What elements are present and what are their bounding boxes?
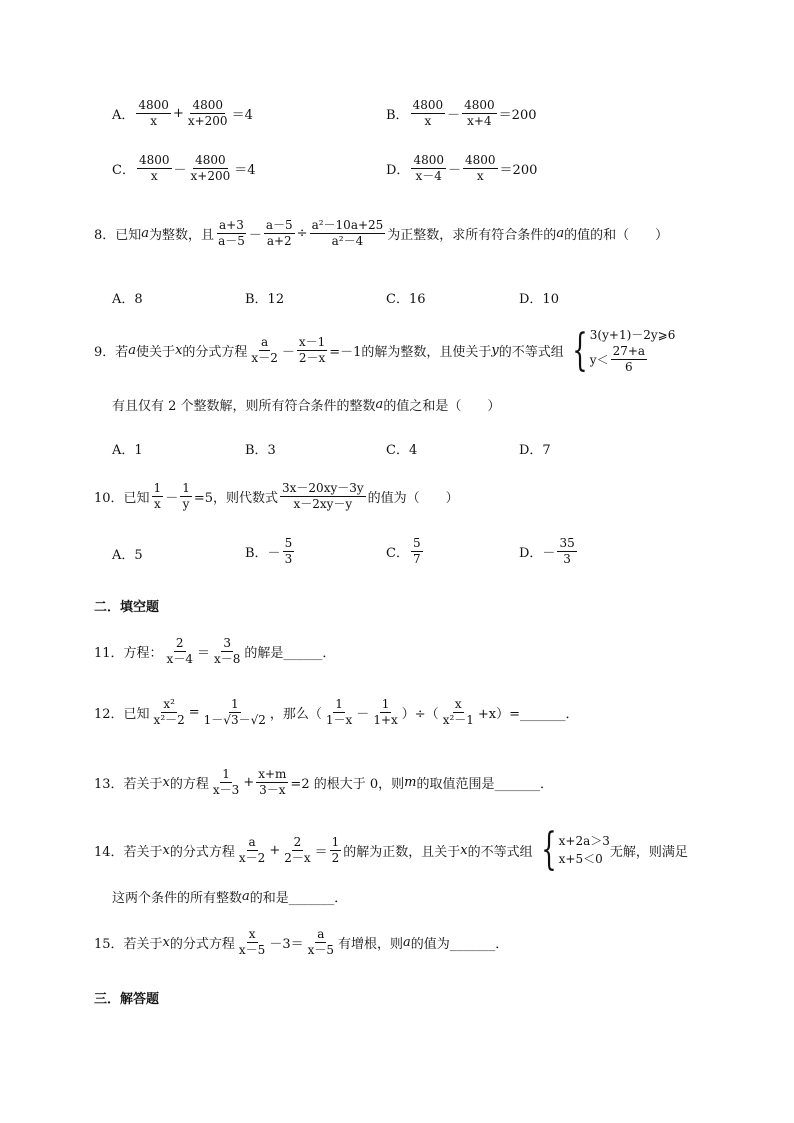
q9-text: 的不等式组 (498, 345, 564, 360)
fraction: $\frac{\text{x²}}{\text{x²－2}}$ (153, 697, 185, 727)
rhs: ＝200 (499, 163, 538, 178)
rhs: ＝4 (231, 108, 253, 123)
var: m (404, 775, 417, 790)
fraction: $\frac{5}{3}$ (284, 536, 293, 566)
q10-option-c: C． $\frac{5}{7}$ (386, 536, 421, 566)
q9-text: 使关于 (136, 345, 176, 360)
fraction: $\frac{a}{x-2}$ (251, 335, 278, 365)
option-label: A． (112, 108, 135, 123)
section-heading-fill-in: 二．填空题 (94, 600, 160, 615)
operator: = (188, 705, 200, 720)
q10-option-b: B．－ $\frac{5}{3}$ (245, 536, 293, 566)
fraction: $\frac{x}{\text{x²－1}}$ (442, 697, 474, 727)
q9-text: =－1的解为整数，且使关于 (329, 345, 492, 360)
var: x (162, 775, 170, 790)
q9-option-a: A．1 (112, 443, 143, 458)
question-9 (94, 326, 675, 375)
operator: － (173, 163, 187, 178)
option-label: D． (386, 163, 410, 178)
var: a (556, 226, 565, 241)
var: x (162, 842, 170, 858)
var: a (375, 397, 384, 412)
fraction: $\frac{\text{a²－10a+25}}{\text{a²－4}}$ (311, 218, 384, 248)
question-11: 11．方程： $\frac{2}{x-4}$ ＝ $\frac{3}{x-8}$ 的解是______． (94, 636, 336, 666)
q8-text: 为正整数，求所有符合条件的 (387, 228, 557, 243)
fraction: $\frac{4800}{x}$ (138, 153, 170, 183)
var: x (460, 842, 468, 858)
var: a (141, 226, 150, 241)
fraction: $\frac{1}{1-√3-√2}$ (203, 697, 266, 727)
fraction: $\frac{35}{3}$ (559, 536, 575, 566)
q9-option-b: B．3 (245, 443, 276, 458)
operator: + (172, 106, 184, 121)
rhs: ＝200 (498, 108, 537, 123)
fraction: $\frac{1}{y}$ (182, 481, 190, 511)
fraction: $\frac{4800}{x+4}$ (464, 98, 495, 128)
var: y (491, 343, 499, 358)
fraction: $\frac{4800}{x+200}$ (190, 153, 231, 183)
q9-line-2: 有且仅有 2 个整数解，则所有符合条件的整数 a 的值之和是（ ） (112, 397, 501, 414)
inequality: 3(y+1)－2y⩾6 (589, 328, 676, 342)
fraction: $\frac{1}{x-3}$ (212, 767, 240, 797)
operator: ＝ (314, 844, 328, 860)
fraction: $\frac{2}{x-4}$ (166, 636, 193, 666)
inequality-system (566, 326, 676, 375)
q7-option-d (386, 153, 537, 184)
inequality-system (535, 824, 610, 875)
option-label: B． (386, 108, 409, 123)
fraction: $\frac{1}{2}$ (331, 834, 340, 865)
fraction: $\frac{1}{1-x}$ (325, 697, 353, 727)
question-13: 13．若关于 x 的方程 $\frac{1}{x-3}$ + $\frac{x+m}{3-x}$ =2 的根大于 0，则 m 的取值范围是_______． (94, 767, 553, 797)
fraction: $\frac{x-1}{2-x}$ (298, 335, 326, 365)
operator: + (243, 775, 255, 790)
q10-option-a: A．5 (112, 548, 143, 563)
question-14: 14．若关于 x 的分式方程 $\frac{a}{x-2}$ + $\frac{2}{2-x}$ ＝ $\frac{1}{2}$ 的解为正数，且关于 x 的不等式组 { x+2a＞3 x+5＜0 无解，则满足 (94, 824, 688, 875)
q8-option-c: C．16 (386, 292, 426, 307)
fraction: $\frac{27+a}{6}$ (612, 344, 646, 374)
q9-text: 9．若 (94, 345, 129, 360)
var: x (162, 935, 170, 950)
q8-text: 为整数，且 (149, 228, 215, 243)
var: a (128, 343, 137, 358)
operator: － (356, 707, 370, 722)
q8-text: 的值的和（ ） (564, 228, 669, 243)
inequality: x+5＜0 (558, 852, 603, 866)
var: a (242, 889, 250, 904)
q9-option-d: D．7 (519, 443, 551, 458)
question-8 (94, 218, 668, 249)
operator: － (281, 345, 295, 360)
question-12: 12．已知 $\frac{\text{x²}}{\text{x²－2}}$ = $\frac{1}{1-√3-√2}$ ，那么（ $\frac{1}{1-x}$ － $\frac{1}{1+x}$ ）÷（ $\frac{x}{\text{x²－1}}$ +x）=_______． (94, 697, 579, 727)
fraction: $\frac{a+3}{a-5}$ (218, 218, 245, 248)
fraction: $\frac{5}{7}$ (412, 536, 421, 566)
var: a (403, 935, 411, 950)
q8-option-b: B．12 (245, 292, 285, 307)
q7-option-a (112, 98, 253, 129)
fraction: $\frac{3x-20xy-3y}{x-2xy-y}$ (282, 481, 364, 511)
q8-option-a: A．8 (112, 292, 143, 307)
operator: ＝ (196, 646, 210, 661)
operator: － (165, 491, 179, 506)
q7-option-b (386, 98, 537, 129)
operator: ÷ (296, 226, 308, 241)
fraction: $\frac{x}{x-5}$ (238, 927, 266, 957)
fraction: $\frac{a}{x-5}$ (307, 927, 334, 957)
q8-text: 8．已知 (94, 228, 142, 243)
fraction: $\frac{4800}{x-4}$ (413, 153, 444, 183)
var: x (175, 343, 183, 358)
inequality: y＜ $\frac{27+a}{6}$ (589, 344, 646, 374)
fraction: $\frac{1}{x}$ (153, 481, 162, 511)
operator: － (447, 163, 461, 178)
q10-option-d: D．－ $\frac{35}{3}$ (519, 536, 575, 566)
fraction: $\frac{a-5}{a+2}$ (265, 218, 293, 248)
fraction: $\frac{4800}{x}$ (412, 98, 444, 128)
fraction: $\frac{1}{1+x}$ (373, 697, 398, 727)
rhs: ＝4 (234, 163, 256, 178)
q7-option-c (112, 153, 256, 184)
fraction: $\frac{x+m}{3-x}$ (258, 767, 287, 797)
fraction: $\frac{2}{2-x}$ (284, 834, 311, 865)
fraction: $\frac{4800}{x}$ (465, 153, 496, 183)
question-10: 10．已知 $\frac{1}{x}$ － $\frac{1}{y}$ =5，则代数式 $\frac{3x-20xy-3y}{x-2xy-y}$ 的值为（ ） (94, 481, 459, 511)
brace-icon: { (540, 824, 557, 875)
fraction: $\frac{a}{x-2}$ (238, 834, 266, 865)
inequality: x+2a＞3 (558, 834, 610, 848)
q9-text: 的分式方程 (182, 345, 248, 360)
q9-option-c: C．4 (386, 443, 418, 458)
q8-option-d: D．10 (519, 292, 559, 307)
brace-icon: { (572, 324, 588, 376)
operator: － (447, 108, 461, 123)
operator: + (269, 842, 281, 858)
question-15: 15．若关于 x 的分式方程 $\frac{x}{x-5}$ －3＝ $\frac{a}{x-5}$ 有增根，则 a 的值为_______． (94, 927, 509, 957)
fraction: $\frac{4800}{x+200}$ (187, 98, 228, 128)
option-label: C． (112, 163, 135, 178)
fraction: $\frac{4800}{x}$ (138, 98, 169, 128)
operator: － (248, 228, 262, 243)
fraction: $\frac{3}{x-8}$ (213, 636, 241, 666)
q14-line-2: 这两个条件的所有整数 a 的和是_______． (112, 889, 348, 906)
section-heading-answer: 三．解答题 (94, 992, 160, 1007)
